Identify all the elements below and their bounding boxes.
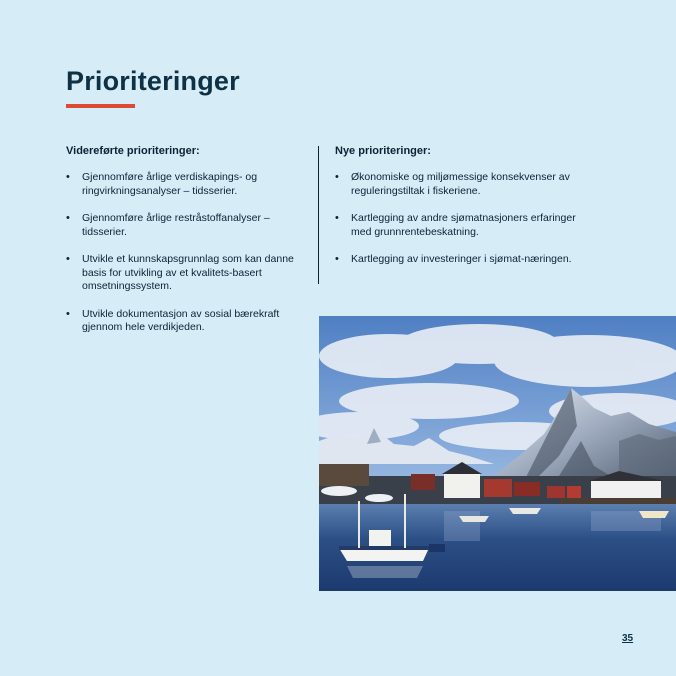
column-divider	[318, 146, 319, 284]
list-item: • Gjennomføre årlige verdiskapings- og ringvirkningsanalyser – tidsserier.	[66, 171, 302, 198]
page-number: 35	[622, 633, 634, 644]
right-bullet-list	[335, 171, 585, 281]
list-item: • Utvikle dokumentasjon av sosial bærekraft gjennom hele verdikjeden.	[66, 308, 302, 335]
list-item: • Utvikle et kunnskapsgrunnlag som kan danne basis for utvikling av et kvalitets-basert omsetningssystem.	[66, 253, 302, 294]
list-item: • Kartlegging av andre sjømatnasjoners erfaringer med grunnrentebeskatning.	[335, 212, 585, 239]
list-item: • Kartlegging av investeringer i sjømat-næringen.	[335, 253, 585, 267]
list-item: • Økonomiske og miljømessige konsekvenser av reguleringstiltak i fiskeriene.	[335, 171, 585, 198]
title-underline	[66, 104, 135, 108]
left-bullet-list	[66, 171, 302, 349]
right-column-heading: Nye prioriteringer:	[335, 145, 431, 157]
left-column-heading: Videreførte prioriteringer:	[66, 145, 200, 157]
harbor-photo	[319, 316, 676, 591]
page-title: Prioriteringer	[66, 66, 240, 96]
list-item: • Gjennomføre årlige restråstoffanalyser – tidsserier.	[66, 212, 302, 239]
